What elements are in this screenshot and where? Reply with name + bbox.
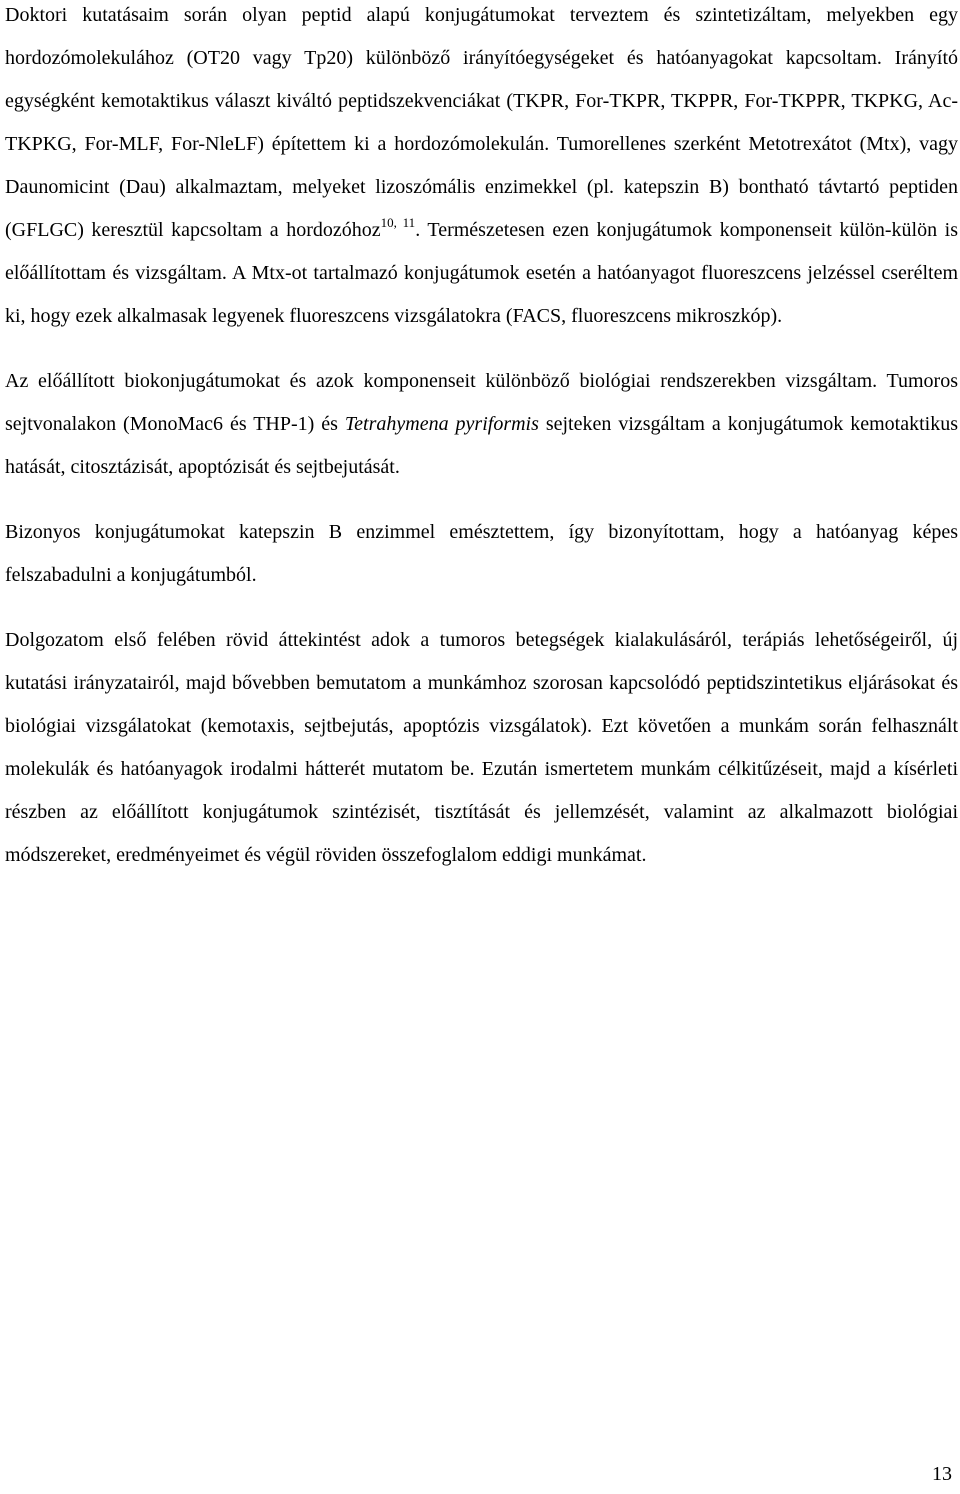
paragraph-thesis-outline <box>5 619 958 877</box>
species-name: Tetrahymena pyriformis <box>344 413 539 435</box>
paragraph-text: . Természetesen ezen konjugátumok komponenseit külön-külön is előállítottam és vizsgáltam. A Mtx-ot tartalmazó konjugátumok esetén a hatóanyagot fluoreszcens jelzéssel cseréltem ki, hogy ezek alkalmasak legyenek fluoreszcens vizsgálatokra (FACS, fluoreszcens mikroszkóp). <box>5 219 958 327</box>
page-body <box>5 0 958 877</box>
paragraph-research-summary <box>5 0 958 338</box>
paragraph-biological-systems <box>5 360 958 489</box>
page-number: 13 <box>932 1463 952 1485</box>
paragraph-text: Doktori kutatásaim során olyan peptid alapú konjugátumokat terveztem és szintetizáltam, melyekben egy hordozómolekulához (OT20 vagy Tp20) különböző irányítóegységeket és hatóanyagokat kapcsoltam. Irányító egységként kemotaktikus választ kiváltó peptidszekvenciákat (TKPR, For-TKPR, TKPPR, For-TKPPR, TKPKG, Ac-TKPKG, For-MLF, For-NleLF) építettem ki a hordozómolekulán. Tumorellenes szerként Metotrexátot (Mtx), vagy Daunomicint (Dau) alkalmaztam, melyeket lizoszómális enzimekkel (pl. katepszin B) bontható távtartó peptiden (GFLGC) keresztül kapcsoltam a hordozóhoz <box>5 4 958 241</box>
paragraph-text: Dolgozatom első felében rövid áttekintést adok a tumoros betegségek kialakulásáról, terápiás lehetőségeiről, új kutatási irányzatairól, majd bővebben bemutatom a munkámhoz szorosan kapcsolódó peptidszintetikus eljárásokat és biológiai vizsgálatokat (kemotaxis, sejtbejutás, apoptózis vizsgálatok). Ezt követően a munkám során felhasznált molekulák és hatóanyagok irodalmi hátterét mutatom be. Ezután ismertetem munkám célkitűzéseit, majd a kísérleti részben az előállított konjugátumok szintézisét, tisztítását és jellemzését, valamint az alkalmazott biológiai módszereket, eredményeimet és végül röviden összefoglalom eddigi munkámat. <box>5 629 958 866</box>
citation-superscript: 10, 11 <box>380 215 416 230</box>
paragraph-text: sejteken vizsgáltam a konjugátumok kemotaktikus hatását, citosztázisát, apoptózisát és sejtbejutását. <box>5 413 958 478</box>
paragraph-cathepsin-digestion <box>5 511 958 597</box>
paragraph-text: Az előállított biokonjugátumokat és azok komponenseit különböző biológiai rendszerekben vizsgáltam. Tumoros sejtvonalakon (MonoMac6 és THP-1) és <box>5 370 958 435</box>
paragraph-text: Bizonyos konjugátumokat katepszin B enzimmel emésztettem, így bizonyítottam, hogy a hatóanyag képes felszabadulni a konjugátumból. <box>5 521 958 586</box>
